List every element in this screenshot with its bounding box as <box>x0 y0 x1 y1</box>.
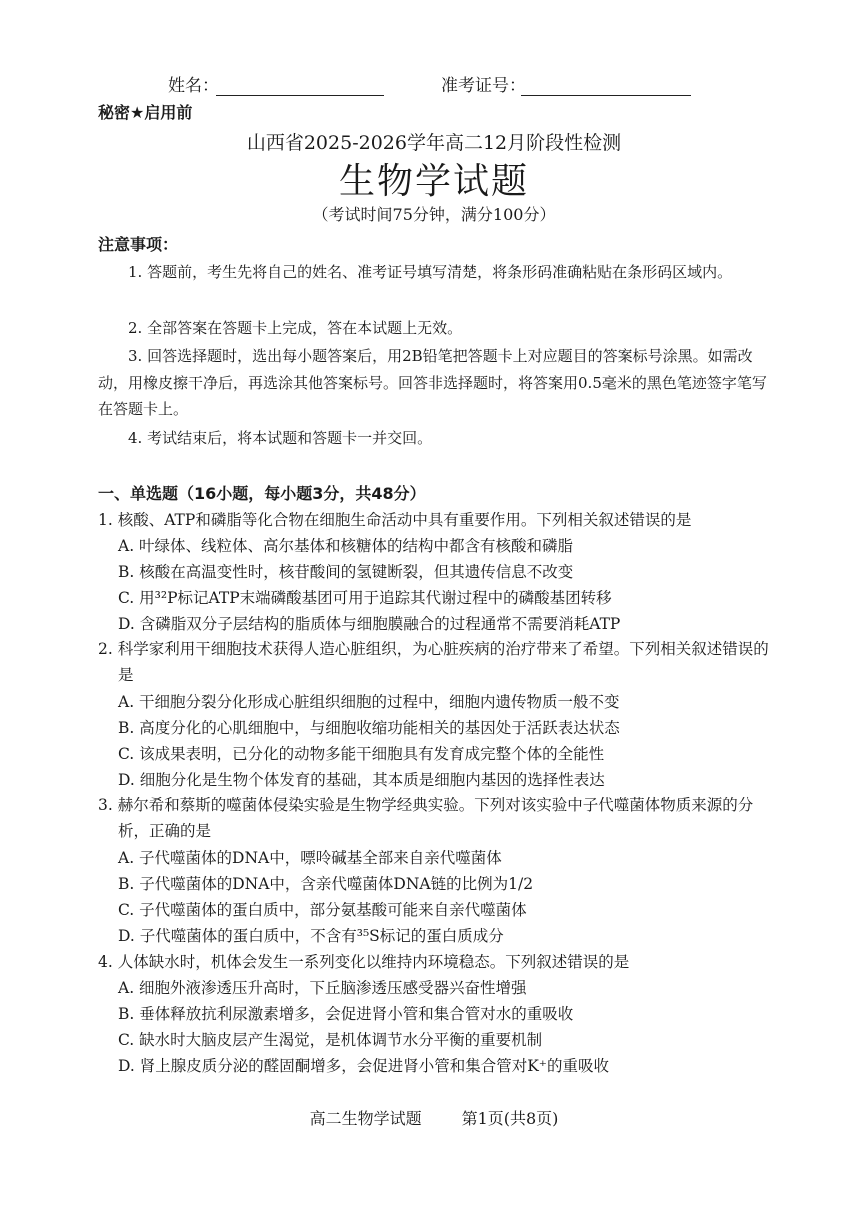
question-stem: 2. 科学家利用干细胞技术获得人造心脏组织，为心脏疾病的治疗带来了希望。下列相关叙述错误的是 <box>98 640 769 684</box>
notes-heading: 注意事项： <box>98 235 179 254</box>
question-option: B. 高度分化的心肌细胞中，与细胞收缩功能相关的基因处于活跃表达状态 <box>118 719 620 737</box>
question-option: A. 细胞外液渗透压升高时，下丘脑渗透压感受器兴奋性增强 <box>118 979 527 997</box>
note-item: 4. 考试结束后，将本试题和答题卡一并交回。 <box>128 429 433 447</box>
section-heading: 一、单选题（16小题，每小题3分，共48分） <box>98 484 426 503</box>
exam-id-label: 准考证号： <box>441 76 526 96</box>
question-stem: 1. 核酸、ATP和磷脂等化合物在细胞生命活动中具有重要作用。下列相关叙述错误的是 <box>98 511 692 529</box>
question-option: A. 干细胞分裂分化形成心脏组织细胞的过程中，细胞内遗传物质一般不变 <box>118 693 620 711</box>
question-option: C. 缺水时大脑皮层产生渴觉，是机体调节水分平衡的重要机制 <box>118 1031 543 1049</box>
question-option: B. 垂体释放抗利尿激素增多，会促进肾小管和集合管对水的重吸收 <box>118 1005 574 1023</box>
question-option: A. 叶绿体、线粒体、高尔基体和核糖体的结构中都含有核酸和磷脂 <box>118 537 574 555</box>
candidate-fields <box>0 74 868 100</box>
name-label: 姓名： <box>168 76 219 96</box>
question-option: D. 细胞分化是生物个体发育的基础，其本质是细胞内基因的选择性表达 <box>118 771 605 789</box>
exam-id-blank[interactable] <box>521 95 691 96</box>
footer-subject: 高二生物学试题 <box>309 1109 422 1128</box>
page-footer <box>0 1108 868 1130</box>
question-option: C. 子代噬菌体的蛋白质中，部分氨基酸可能来自亲代噬菌体 <box>118 901 527 919</box>
question-option: A. 子代噬菌体的DNA中，嘌呤碱基全部来自亲代噬菌体 <box>118 849 502 867</box>
question-option: B. 子代噬菌体的DNA中，含亲代噬菌体DNA链的比例为1/2 <box>118 875 534 893</box>
question-stem: 4. 人体缺水时，机体会发生一系列变化以维持内环境稳态。下列叙述错误的是 <box>98 953 630 971</box>
note-item: 1. 答题前，考生先将自己的姓名、准考证号填写清楚，将条形码准确粘贴在条形码区域内。 <box>128 263 733 281</box>
question-option: D. 肾上腺皮质分泌的醛固酮增多，会促进肾小管和集合管对K⁺的重吸收 <box>118 1057 609 1075</box>
note-item: 3. 回答选择题时，选出每小题答案后，用2B铅笔把答题卡上对应题目的答案标号涂黑。如需改动，用橡皮擦干净后，再选涂其他答案标号。回答非选择题时，将答案用0.5毫米的黑色笔迹签字笔写在答题卡上。 <box>98 347 767 418</box>
page-title: 生物学试题 <box>338 161 529 202</box>
name-blank[interactable] <box>216 95 384 96</box>
question-stem: 3. 赫尔希和蔡斯的噬菌体侵染实验是生物学经典实验。下列对该实验中子代噬菌体物质来源的分析，正确的是 <box>98 796 754 840</box>
footer-page-number: 第1页(共8页) <box>461 1109 559 1128</box>
confidential-mark: 秘密★启用前 <box>98 103 193 122</box>
question-option: C. 用³²P标记ATP末端磷酸基团可用于追踪其代谢过程中的磷酸基团转移 <box>118 589 612 607</box>
exam-name: 山西省2025-2026学年高二12月阶段性检测 <box>246 132 622 154</box>
question-option: C. 该成果表明，已分化的动物多能干细胞具有发育成完整个体的全能性 <box>118 745 605 763</box>
exam-duration: （考试时间75分钟，满分100分） <box>312 205 556 224</box>
question-option: B. 核酸在高温变性时，核苷酸间的氢键断裂，但其遗传信息不改变 <box>118 563 574 581</box>
note-item: 2. 全部答案在答题卡上完成，答在本试题上无效。 <box>128 319 463 337</box>
question-option: D. 含磷脂双分子层结构的脂质体与细胞膜融合的过程通常不需要消耗ATP <box>118 615 621 633</box>
question-option: D. 子代噬菌体的蛋白质中，不含有³⁵S标记的蛋白质成分 <box>118 927 504 945</box>
